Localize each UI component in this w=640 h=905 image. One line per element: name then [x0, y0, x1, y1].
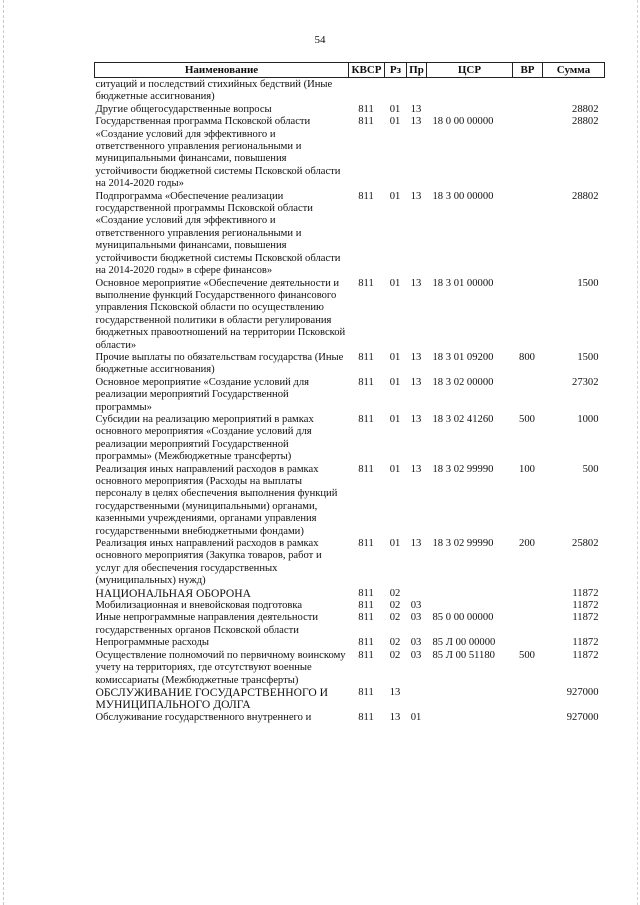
cell-vr — [513, 191, 543, 278]
header-kvsr: КВСР — [349, 63, 385, 78]
cell-kvsr: 811 — [358, 413, 374, 425]
cell-pr: 13 — [410, 351, 422, 363]
cell-rz: 02 — [389, 587, 401, 599]
cell-kvsr: 811 — [358, 637, 374, 649]
cell-sum: 28802 — [572, 190, 599, 202]
cell-pr: 13 — [410, 103, 422, 115]
cell-csr — [427, 712, 513, 724]
table-row — [95, 687, 605, 712]
cell-sum: 927000 — [566, 711, 599, 723]
cell-kvsr: 811 — [358, 538, 374, 550]
cell-pr: 03 — [410, 637, 422, 649]
cell-csr: 18 3 01 09200 — [432, 351, 494, 363]
cell-name: Осуществление полномочий по первичному воинскому учету на территориях, где отсутствуют военные комиссариаты (Межбюджетные трансферты) — [95, 649, 346, 686]
cell-rz: 13 — [389, 686, 401, 698]
cell-kvsr: 811 — [358, 612, 374, 624]
cell-name: НАЦИОНАЛЬНАЯ ОБОРОНА — [95, 586, 252, 600]
table-row — [95, 377, 605, 414]
cell-csr — [427, 104, 513, 116]
cell-sum: 11872 — [572, 649, 599, 661]
cell-kvsr: 811 — [358, 376, 374, 388]
cell-rz: 01 — [389, 190, 401, 202]
cell-name: Реализация иных направлений расходов в рамках основного мероприятия (Расходы на выплаты персоналу в целях обеспечения выполнения функций государственными (муниципальными) органами, казенными учреждениями, органами управления государственными внебюджетными фондами) — [95, 463, 338, 537]
cell-kvsr: 811 — [358, 600, 374, 612]
table-row — [95, 588, 605, 600]
cell-name: Мобилизационная и вневойсковая подготовка — [95, 600, 303, 612]
cell-sum: 11872 — [572, 612, 599, 624]
cell-pr: 13 — [410, 463, 422, 475]
page-number: 54 — [314, 34, 326, 46]
cell-csr: 18 3 00 00000 — [432, 190, 494, 202]
cell-csr: 85 Л 00 51180 — [432, 649, 495, 661]
header-sum: Сумма — [543, 63, 605, 78]
cell-rz: 02 — [389, 637, 401, 649]
cell-rz: 01 — [389, 538, 401, 550]
table-row — [95, 414, 605, 464]
cell-pr: 03 — [410, 649, 422, 661]
cell-pr — [407, 78, 427, 104]
cell-kvsr: 811 — [358, 686, 374, 698]
table-row — [95, 464, 605, 538]
budget-table — [94, 62, 605, 724]
cell-pr: 13 — [410, 413, 422, 425]
cell-vr — [513, 600, 543, 612]
cell-csr: 18 3 02 41260 — [432, 413, 494, 425]
table-header — [95, 63, 605, 78]
cell-vr — [513, 104, 543, 116]
cell-kvsr — [349, 78, 385, 104]
scan-edge-left — [3, 0, 4, 905]
table-row — [95, 104, 605, 116]
table-row — [95, 612, 605, 637]
table-row — [95, 637, 605, 649]
cell-vr — [513, 612, 543, 637]
cell-name: Подпрограмма «Обеспечение реализации государственной программы Псковской области «Создание условий для эффективного и ответственного управления региональными и муниципальными финансами, повышения устойчивости бюджетной системы Псковской области на 2014-2020 годы» в сфере финансов» — [95, 190, 341, 277]
cell-pr: 01 — [410, 711, 422, 723]
cell-rz — [385, 78, 407, 104]
cell-kvsr: 811 — [358, 463, 374, 475]
cell-name: Основное мероприятие «Обеспечение деятельности и выполнение функций Государственного финансового управления Псковской области по осуществлению государственной политики в области регулирования бюджетных правоотношений на территории Псковской области» — [95, 277, 346, 351]
cell-kvsr: 811 — [358, 711, 374, 723]
cell-rz: 01 — [389, 376, 401, 388]
table-row — [95, 650, 605, 687]
cell-kvsr: 811 — [358, 190, 374, 202]
header-name: Наименование — [95, 63, 349, 78]
cell-vr — [513, 687, 543, 712]
cell-pr: 13 — [410, 116, 422, 128]
cell-vr — [513, 377, 543, 414]
cell-sum: 27302 — [572, 376, 599, 388]
cell-name: Реализация иных направлений расходов в рамках основного мероприятия (Закупка товаров, работ и услуг для обеспечения государственных (муниципальных) нужд) — [95, 538, 322, 587]
header-vr: ВР — [513, 63, 543, 78]
table-row — [95, 78, 605, 104]
cell-sum: 11872 — [572, 637, 599, 649]
cell-rz: 01 — [389, 413, 401, 425]
cell-pr — [407, 687, 427, 712]
cell-name: Иные непрограммные направления деятельности государственных органов Псковской области — [95, 612, 319, 636]
cell-pr: 13 — [410, 376, 422, 388]
cell-name: ситуаций и последствий стихийных бедствий (Иные бюджетные ассигнования) — [95, 79, 333, 103]
cell-sum: 1000 — [577, 413, 599, 425]
cell-vr — [513, 116, 543, 190]
scan-edge-right — [637, 0, 638, 905]
cell-sum: 1500 — [577, 277, 599, 289]
table-row — [95, 191, 605, 278]
cell-csr: 18 3 02 99990 — [432, 463, 494, 475]
cell-rz: 01 — [389, 351, 401, 363]
table-row — [95, 712, 605, 724]
cell-name: Обслуживание государственного внутреннего и — [95, 711, 312, 723]
header-rz: Рз — [385, 63, 407, 78]
cell-rz: 13 — [389, 711, 401, 723]
cell-pr: 13 — [410, 538, 422, 550]
cell-name: ОБСЛУЖИВАНИЕ ГОСУДАРСТВЕННОГО И МУНИЦИПАЛЬНОГО ДОЛГА — [95, 685, 329, 712]
cell-pr: 03 — [410, 600, 422, 612]
cell-rz: 01 — [389, 277, 401, 289]
table-row — [95, 116, 605, 190]
cell-csr: 18 3 01 00000 — [432, 277, 494, 289]
table-body — [95, 78, 605, 725]
cell-csr: 18 3 02 99990 — [432, 538, 494, 550]
cell-name: Непрограммные расходы — [95, 637, 209, 649]
cell-kvsr: 811 — [358, 649, 374, 661]
cell-csr: 85 0 00 00000 — [432, 612, 494, 624]
cell-vr: 500 — [519, 413, 535, 425]
cell-pr: 13 — [410, 277, 422, 289]
cell-sum: 500 — [582, 463, 599, 475]
cell-rz: 02 — [389, 612, 401, 624]
cell-sum: 11872 — [572, 587, 599, 599]
cell-sum: 28802 — [572, 116, 599, 128]
header-csr: ЦСР — [427, 63, 513, 78]
cell-name: Прочие выплаты по обязательствам государства (Иные бюджетные ассигнования) — [95, 351, 344, 376]
cell-kvsr: 811 — [358, 587, 374, 599]
cell-csr — [427, 687, 513, 712]
table-row — [95, 278, 605, 352]
cell-vr — [513, 78, 543, 104]
cell-rz: 02 — [389, 600, 401, 612]
cell-rz: 01 — [389, 116, 401, 128]
cell-csr: 18 0 00 00000 — [432, 116, 494, 128]
cell-name: Субсидии на реализацию мероприятий в рамках основного мероприятия «Создание условий для реализации мероприятий Государственной программы» (Межбюджетные трансферты) — [95, 413, 314, 463]
cell-csr: 18 3 02 00000 — [432, 376, 494, 388]
cell-kvsr: 811 — [358, 103, 374, 115]
cell-vr — [513, 637, 543, 649]
cell-csr — [427, 588, 513, 600]
cell-sum: 927000 — [566, 686, 599, 698]
cell-rz: 02 — [389, 649, 401, 661]
cell-sum — [543, 78, 605, 104]
cell-csr — [427, 600, 513, 612]
cell-sum: 25802 — [572, 538, 599, 550]
cell-vr: 500 — [519, 649, 535, 661]
cell-vr — [513, 712, 543, 724]
cell-rz: 01 — [389, 103, 401, 115]
header-pr: Пр — [407, 63, 427, 78]
cell-pr — [407, 588, 427, 600]
cell-name: Другие общегосударственные вопросы — [95, 103, 272, 115]
cell-name: Государственная программа Псковской области «Создание условий для эффективного и ответственного управления региональными и муниципальными финансами, повышения устойчивости бюджетной системы Псковской области на 2014-2020 годы» — [95, 116, 341, 190]
cell-csr: 85 Л 00 00000 — [432, 637, 496, 649]
cell-sum: 1500 — [577, 351, 599, 363]
cell-rz: 01 — [389, 463, 401, 475]
cell-csr — [427, 78, 513, 104]
cell-vr: 800 — [519, 351, 535, 363]
cell-kvsr: 811 — [358, 277, 374, 289]
cell-vr: 200 — [519, 538, 535, 550]
cell-vr — [513, 588, 543, 600]
table-row — [95, 600, 605, 612]
cell-kvsr: 811 — [358, 116, 374, 128]
cell-pr: 03 — [410, 612, 422, 624]
cell-pr: 13 — [410, 190, 422, 202]
cell-sum: 11872 — [572, 600, 599, 612]
table-row — [95, 352, 605, 377]
cell-vr: 100 — [519, 463, 535, 475]
cell-kvsr: 811 — [358, 351, 374, 363]
table-row — [95, 538, 605, 588]
cell-sum: 28802 — [572, 103, 599, 115]
cell-vr — [513, 278, 543, 352]
cell-name: Основное мероприятие «Создание условий для реализации мероприятий Государственной программы» — [95, 376, 309, 413]
